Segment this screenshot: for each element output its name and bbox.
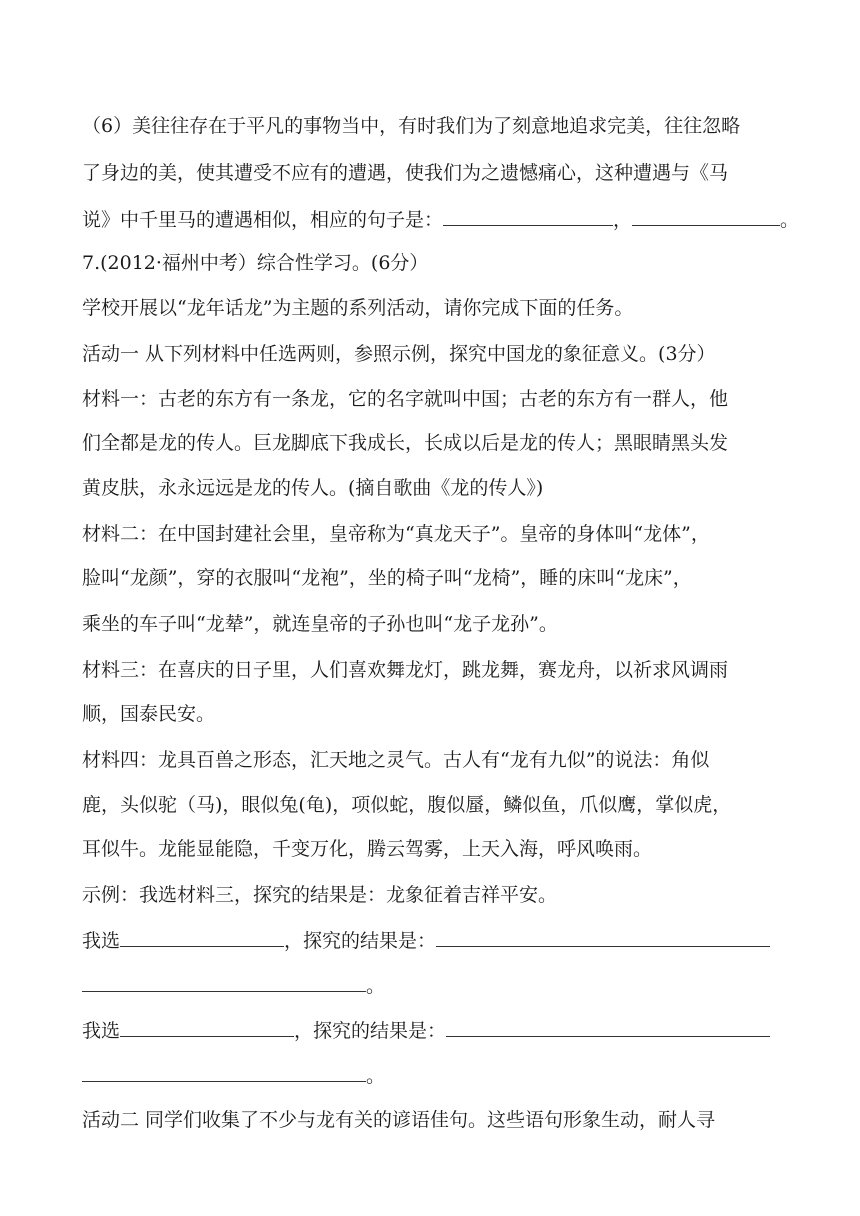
material-4-line-1: 材料四：龙具百兽之形态，汇天地之灵气。古人有“龙有九似”的说法：角似 — [82, 749, 710, 771]
material-1-line-1: 材料一：古老的东方有一条龙，它的名字就叫中国；古老的东方有一群人，他 — [82, 388, 729, 410]
material-4-line-2: 鹿，头似驼（马)，眼似兔(龟)，项似蛇，腹似蜃，鳞似鱼，爪似鹰，掌似虎， — [82, 794, 732, 816]
choice-2-line — [82, 1016, 810, 1044]
material-2-line-2: 脸叫“龙颜”，穿的衣服叫“龙袍”，坐的椅子叫“龙椅”，睡的床叫“龙床”， — [82, 567, 692, 589]
q7-intro: 学校开展以“龙年话龙”为主题的系列活动，请你完成下面的任务。 — [82, 297, 634, 319]
choose-label: 我选 — [82, 1020, 121, 1042]
activity-1-prompt: 活动一 从下列材料中任选两则，参照示例，探究中国龙的象征意义。(3分） — [82, 343, 716, 365]
material-2-line-3: 乘坐的车子叫“龙辇”，就连皇帝的子孙也叫“龙子龙孙”。 — [82, 613, 558, 635]
answer-blank[interactable] — [632, 205, 780, 226]
choice-2-continuation — [82, 1061, 810, 1089]
material-3-line-2: 顺，国泰民安。 — [82, 703, 216, 725]
choice-1-continuation — [82, 971, 810, 999]
period: 。 — [366, 975, 386, 997]
result-blank-1a[interactable] — [436, 926, 770, 947]
period: 。 — [780, 209, 800, 231]
answer-blank[interactable] — [443, 205, 613, 226]
q6-line-3-text: 说》中千里马的遭遇相似，相应的句子是： — [82, 209, 444, 231]
q6-line-2: 了身边的美，使其遭受不应有的遭遇，使我们为之遗憾痛心，这种遭遇与《马 — [82, 162, 729, 184]
choose-label: 我选 — [82, 930, 121, 952]
comma: ， — [613, 209, 633, 231]
material-choice-blank-1[interactable] — [120, 926, 284, 947]
result-blank-2a[interactable] — [446, 1016, 770, 1037]
result-blank-2b[interactable] — [82, 1061, 366, 1082]
period: 。 — [366, 1065, 386, 1087]
choice-1-line — [82, 926, 810, 954]
result-blank-1b[interactable] — [82, 971, 366, 992]
material-3-line-1: 材料三：在喜庆的日子里，人们喜欢舞龙灯，跳龙舞，赛龙舟，以祈求风调雨 — [82, 659, 729, 681]
q6-line-1: （6）美往往存在于平凡的事物当中，有时我们为了刻意地追求完美，往往忽略 — [82, 115, 741, 137]
material-4-line-3: 耳似牛。龙能显能隐，千变万化，腾云驾雾，上天入海，呼风唤雨。 — [82, 838, 653, 860]
example-text: 示例：我选材料三，探究的结果是：龙象征着吉祥平安。 — [82, 884, 558, 906]
result-label: ，探究的结果是： — [284, 930, 437, 952]
material-1-line-2: 们全都是龙的传人。巨龙脚底下我成长，长成以后是龙的传人；黑眼睛黑头发 — [82, 432, 729, 454]
material-choice-blank-2[interactable] — [120, 1016, 294, 1037]
question-7-title: 7.(2012·福州中考）综合性学习。(6分） — [82, 252, 429, 274]
material-1-line-3: 黄皮肤，永永远远是龙的传人。(摘自歌曲《龙的传人》) — [82, 477, 544, 499]
activity-2-prompt: 活动二 同学们收集了不少与龙有关的谚语佳句。这些语句形象生动，耐人寻 — [82, 1109, 716, 1131]
q6-line-3 — [82, 205, 810, 233]
material-2-line-1: 材料二：在中国封建社会里，皇帝称为“真龙天子”。皇帝的身体叫“龙体”， — [82, 523, 710, 545]
result-label: ，探究的结果是： — [294, 1020, 447, 1042]
